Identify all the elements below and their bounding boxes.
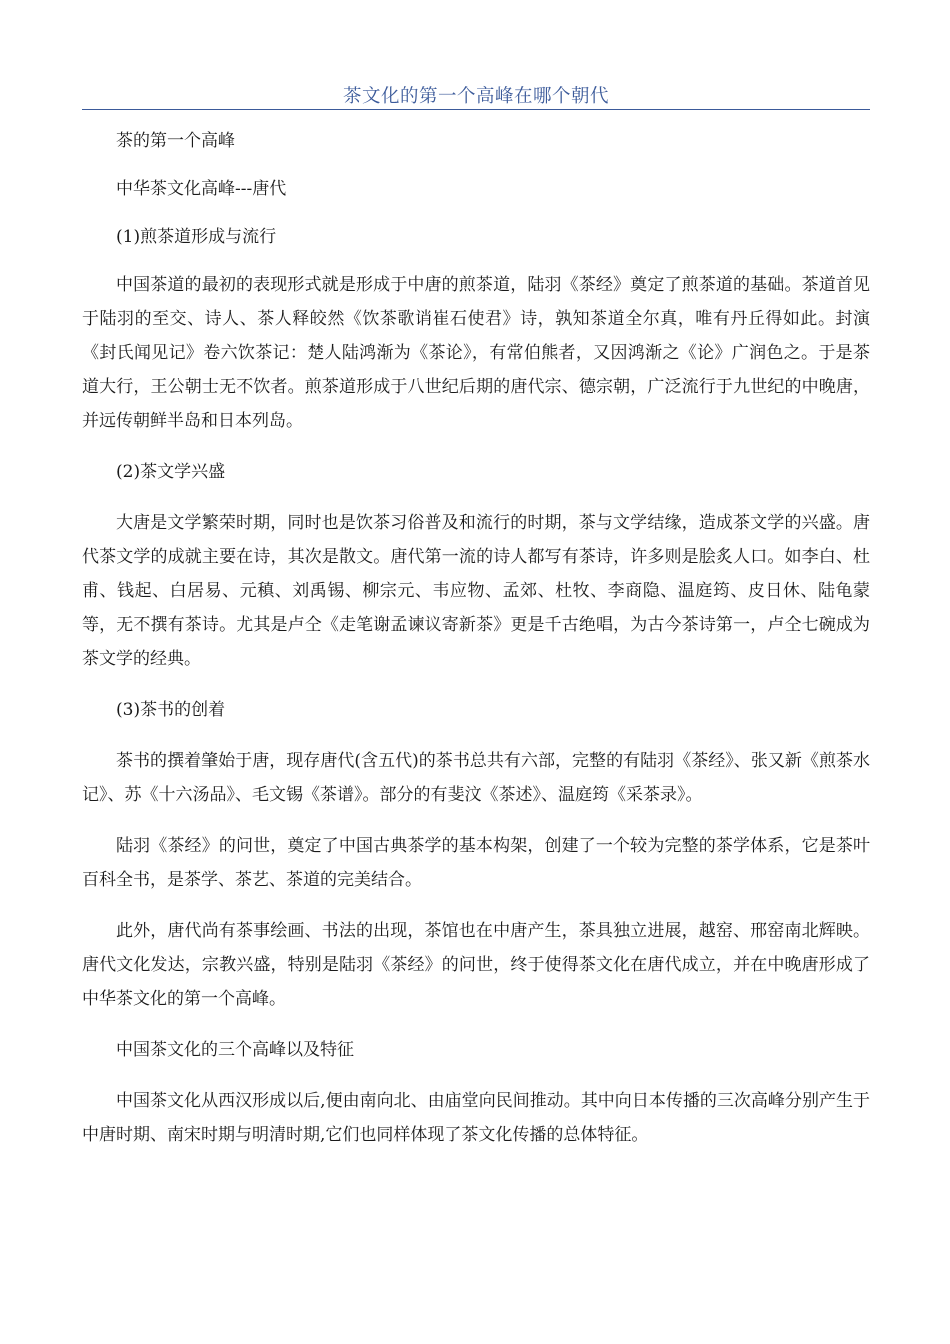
section-heading: (3)茶书的创着: [116, 700, 226, 720]
paragraph-heading: 中国茶文化的三个高峰以及特征: [116, 1040, 354, 1060]
page-header: [82, 78, 870, 110]
section-heading: (2)茶文学兴盛: [116, 462, 226, 482]
page-title: 茶文化的第一个高峰在哪个朝代: [342, 86, 609, 107]
paragraph-heading: 中华茶文化高峰---唐代: [116, 179, 287, 199]
paragraph: 中国茶道的最初的表现形式就是形成于中唐的煎茶道，陆羽《茶经》奠定了煎茶道的基础。茶道首见于陆羽的至交、诗人、茶人释皎然《饮茶歌诮崔石使君》诗，孰知茶道全尔真，唯有丹丘得如此。封演《封氏闻见记》卷六饮茶记：楚人陆鸿渐为《茶论》，有常伯熊者，又因鸿渐之《论》广润色之。于是茶道大行，王公朝士无不饮者。煎茶道形成于八世纪后期的唐代宗、德宗朝，广泛流行于九世纪的中晚唐，并远传朝鲜半岛和日本列岛。: [82, 275, 870, 431]
paragraph: 中国茶文化从西汉形成以后,便由南向北、由庙堂向民间推动。其中向日本传播的三次高峰分别产生于中唐时期、南宋时期与明清时期,它们也同样体现了茶文化传播的总体特征。: [82, 1091, 870, 1145]
paragraph: 陆羽《茶经》的问世，奠定了中国古典茶学的基本构架，创建了一个较为完整的茶学体系，它是茶叶百科全书，是茶学、茶艺、茶道的完美结合。: [82, 836, 870, 890]
paragraph: 此外，唐代尚有茶事绘画、书法的出现，茶馆也在中唐产生，茶具独立进展，越窑、邢窑南北辉映。唐代文化发达，宗教兴盛，特别是陆羽《茶经》的问世，终于使得茶文化在唐代成立，并在中晚唐形成了中华茶文化的第一个高峰。: [82, 921, 870, 1009]
section-heading: (1)煎茶道形成与流行: [116, 227, 277, 247]
paragraph: 茶书的撰着肇始于唐，现存唐代(含五代)的茶书总共有六部，完整的有陆羽《茶经》、张又新《煎茶水记》、苏《十六汤品》、毛文锡《茶谱》。部分的有斐汶《茶述》、温庭筠《采茶录》。: [82, 751, 870, 805]
paragraph-heading: 茶的第一个高峰: [116, 131, 235, 151]
paragraph: 大唐是文学繁荣时期，同时也是饮茶习俗普及和流行的时期，茶与文学结缘，造成茶文学的兴盛。唐代茶文学的成就主要在诗，其次是散文。唐代第一流的诗人都写有茶诗，许多则是脍炙人口。如李白、杜甫、钱起、白居易、元稹、刘禹锡、柳宗元、韦应物、孟郊、杜牧、李商隐、温庭筠、皮日休、陆龟蒙等，无不撰有茶诗。尤其是卢仝《走笔谢孟谏议寄新茶》更是千古绝唱，为古今茶诗第一，卢仝七碗成为茶文学的经典。: [82, 513, 870, 669]
document-body: [82, 124, 870, 1152]
